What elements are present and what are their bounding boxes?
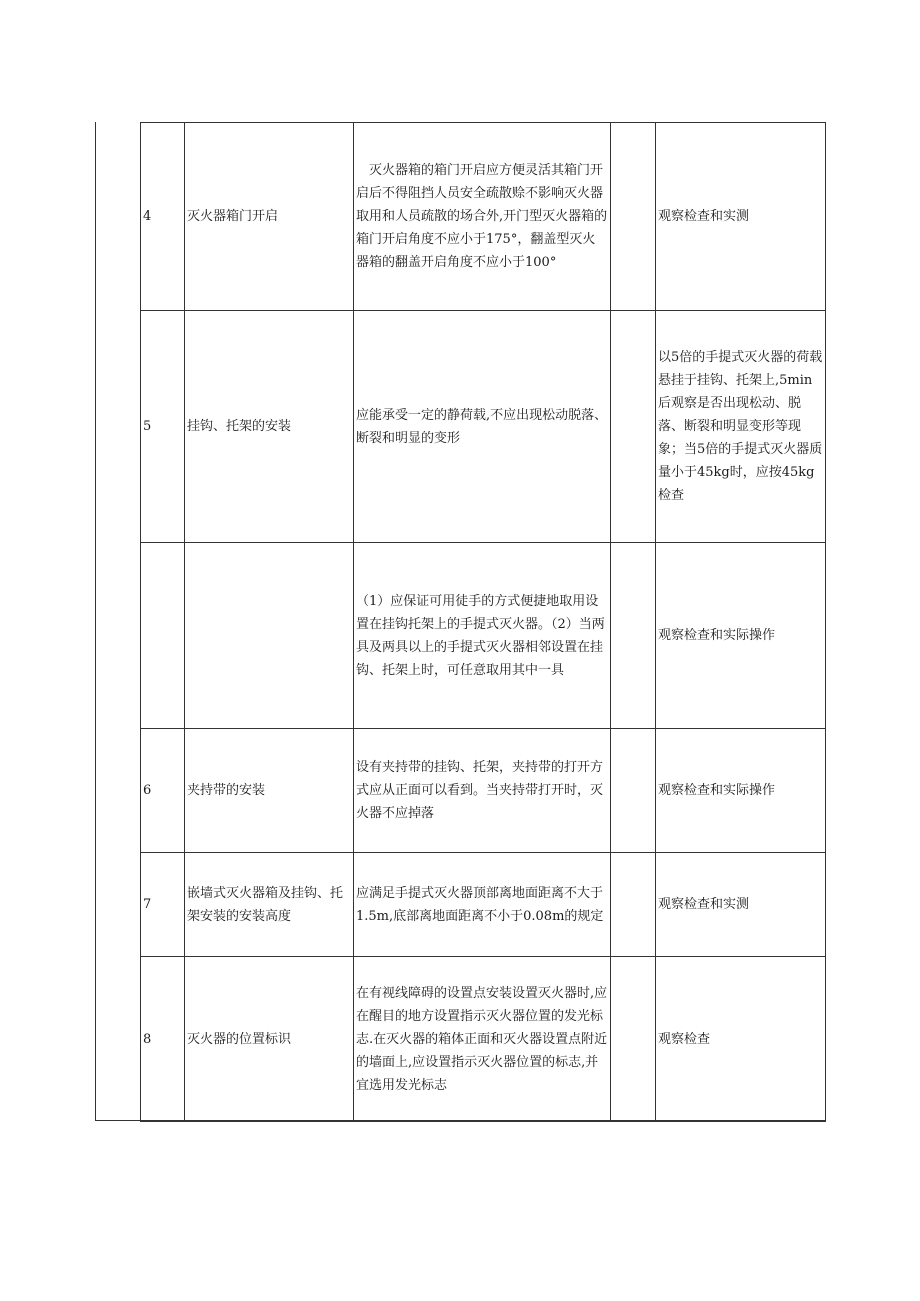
requirement-text: 设有夹持带的挂钩、托架，夹持带的打开方式应从正面可以看到。当夹持带打开时，灭火器不应掉落 bbox=[356, 760, 604, 821]
requirement-cell bbox=[354, 123, 611, 311]
inspection-table bbox=[140, 122, 826, 1122]
table-row bbox=[141, 729, 826, 853]
blank-cell bbox=[611, 853, 656, 957]
row-number: 7 bbox=[141, 853, 185, 957]
inspection-item: 挂钩、托架的安装 bbox=[185, 311, 354, 543]
blank-cell bbox=[611, 957, 656, 1122]
requirement-text: 应满足手提式灭火器顶部离地面距离不大于1.5m,底部离地面距离不小于0.08m的规定 bbox=[356, 885, 604, 924]
row-number: 8 bbox=[141, 957, 185, 1122]
requirement-text: 灭火器箱的箱门开启应方便灵活其箱门开启后不得阻挡人员安全疏散赊不影响灭火器取用和人员疏散的场合外,开门型灭火器箱的箱门开启角度不应小于175°，翻盖型灭火器箱的翻盖开启角度不应小于100° bbox=[356, 163, 608, 270]
inspection-item: 灭火器箱门开启 bbox=[185, 123, 354, 311]
inspection-item: 嵌墙式灭火器箱及挂钩、托架安装的安装高度 bbox=[185, 853, 354, 957]
inspection-method: 观察检查和实测 bbox=[656, 123, 826, 311]
row-number bbox=[141, 543, 185, 729]
requirement-text: （1）应保证可用徒手的方式便捷地取用设置在挂钩托架上的手提式灭火器。（2）当两具及两具以上的手提式灭火器相邻设置在挂钩、托架上时，可任意取用其中一具 bbox=[356, 593, 605, 678]
table-row bbox=[141, 853, 826, 957]
row-number: 6 bbox=[141, 729, 185, 853]
requirement-cell bbox=[354, 853, 611, 957]
blank-cell bbox=[611, 729, 656, 853]
blank-cell bbox=[611, 123, 656, 311]
requirement-text: 在有视线障碍的设置点安装设置灭火器时,应在醒目的地方设置指示灭火器位置的发光标志.在灭火器的箱体正面和灭火器设置点附近的墙面上,应设置指示灭火器位置的标志,并宜选用发光标志 bbox=[356, 985, 608, 1093]
requirement-cell bbox=[354, 311, 611, 543]
table-row bbox=[141, 123, 826, 311]
inspection-item: 夹持带的安装 bbox=[185, 729, 354, 853]
table-row bbox=[141, 957, 826, 1122]
outer-left-border bbox=[95, 122, 96, 1121]
row-number: 4 bbox=[141, 123, 185, 311]
table-row bbox=[141, 311, 826, 543]
inspection-method: 以5倍的手提式灭火器的荷载悬挂于挂钩、托架上,5min后观察是否出现松动、脱落、断裂和明显变形等现象；当5倍的手提式灭火器质量小于45kg时，应按45kg检查 bbox=[656, 311, 826, 543]
inspection-method: 观察检查 bbox=[656, 957, 826, 1122]
blank-cell bbox=[611, 311, 656, 543]
requirement-text: 应能承受一定的静荷载,不应出现松动脱落、断裂和明显的变形 bbox=[356, 407, 608, 446]
blank-cell bbox=[611, 543, 656, 729]
requirement-cell bbox=[354, 957, 611, 1122]
inspection-method: 观察检查和实际操作 bbox=[656, 543, 826, 729]
inspection-method: 观察检查和实际操作 bbox=[656, 729, 826, 853]
inspection-item bbox=[185, 543, 354, 729]
table-row bbox=[141, 543, 826, 729]
inspection-method: 观察检查和实测 bbox=[656, 853, 826, 957]
requirement-cell bbox=[354, 729, 611, 853]
requirement-cell bbox=[354, 543, 611, 729]
row-number: 5 bbox=[141, 311, 185, 543]
inspection-item: 灭火器的位置标识 bbox=[185, 957, 354, 1122]
